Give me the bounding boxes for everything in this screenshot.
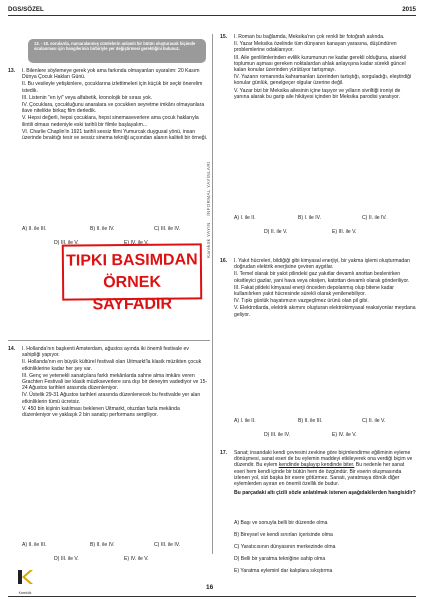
statement-item: IV. Yazarın romanında kahramanları üzerinden tartıştığı, sorguladığı, eleştirdiği konular günlük, genelgeçer olgular üzerine değil. <box>234 74 412 87</box>
answer-option-e[interactable]: E) Yaratma eyleminl dar kalıplara sıkıştırma <box>234 568 333 574</box>
publisher-logo <box>14 568 36 595</box>
statement-item: V. Elektrotlarda, elektrik akımını oluşturan elektrokimyasal reaksiyonlar meydana geliyor. <box>234 305 416 318</box>
header-section-title: DGS/SÖZEL <box>8 6 44 13</box>
vertical-publisher-label <box>206 161 211 258</box>
answer-option-c[interactable]: C) Yaratıcısının dünyasının merkezinde olma <box>234 544 336 550</box>
answer-option-e[interactable]: E) IV. ile V. <box>124 240 149 246</box>
footer-rule <box>8 596 416 597</box>
statement-item: I. Roman bu bağlamda, Meksika'nın çok renkli bir fotoğrafı aslında. <box>234 34 385 40</box>
statement-item: VI. Charlie Chaplin'in 1921 tarihli sessiz filmi Yumurcak duygusal yönü, insan üzerinde bıraktığı tesir ve sessiz sinema tekniği açısından alanın kaliteli bir örneği. <box>22 128 208 142</box>
underlined-phrase: kendinde başlayıp kendinde biter. <box>278 462 355 469</box>
stamp-line-1: TIPKI BASIMDAN <box>66 251 198 270</box>
header-year: 2015 <box>402 6 416 13</box>
question-number: 17. <box>220 450 228 456</box>
statement-item: IV. Tıpkı günlük hayatımızın vazgeçilmez ürünü olan pil gibi. <box>234 298 369 305</box>
statement-item: III. Genç ve yetenekli sanatçılara farklı mekânlarda sahne alma imkânı veren Grachten Festivali ise klasik müzikseverlere sıra dışı bir deneyim vadediyor ve 15-24 Ağustos tarihleri arasında düzenleniyor. <box>22 372 208 392</box>
answer-option-c[interactable]: C) II. ile V. <box>362 418 386 424</box>
statement-item: II. Bu vesileyle yetişkinlere, çocuklarına izlettimeleri için küçük bir seçki önerelim istedik. <box>22 81 203 94</box>
question-number: 13. <box>8 68 16 74</box>
question-number: 15. <box>220 34 228 40</box>
answer-option-e[interactable]: E) IV. ile V. <box>332 432 357 438</box>
answer-option-c[interactable]: C) III. ile IV. <box>154 542 181 548</box>
question-separator <box>8 340 210 341</box>
header-rule <box>8 15 416 16</box>
answer-option-a[interactable]: A) Başı ve sonuyla belli bir düzende olma <box>234 520 328 526</box>
answer-option-a[interactable]: A) II. ile III. <box>22 542 47 548</box>
answer-option-b[interactable]: B) II. ile III. <box>298 418 323 424</box>
answer-option-b[interactable]: B) Bireysel ve kendi sınırları içerisinde olma <box>234 532 333 538</box>
answer-option-d[interactable]: D) Belli bir yaratma tekniğine sahip olma <box>234 556 326 562</box>
answer-option-b[interactable]: B) II. ile IV. <box>90 226 115 232</box>
statement-item: III. Listenin "en iyi" veya alfabetik, kronolojik bir sırası yok. <box>22 94 153 101</box>
vertical-brand: Karekök YAYIN <box>206 222 211 258</box>
answer-option-e[interactable]: E) IV. ile V. <box>124 556 149 562</box>
stamp-line-2: ÖRNEK SAYFADIR <box>92 273 173 314</box>
question-number: 16. <box>220 258 228 264</box>
statement-item: III. Fakat pildeki kimyasal enerji önceden depolanmış olup bitene kadar kullanılırken yakıt hücresinde sürekli olarak yenilenebiliyor. <box>234 284 394 298</box>
answer-option-b[interactable]: B) I. ile IV. <box>298 215 322 221</box>
answer-option-b[interactable]: B) II. ile IV. <box>90 542 115 548</box>
answer-option-c[interactable]: C) III. ile IV. <box>154 226 181 232</box>
statement-item: V. 450 bin kişinin katılması beklenen Uitmarkt, otuzdan fazla mekânda düzenleniyor ve yaklaşık 2 bin sanatçı performans sergiliyor. <box>22 405 180 419</box>
answer-option-d[interactable]: D) III. ile IV. <box>264 432 291 438</box>
answer-option-a[interactable]: A) II. ile III. <box>22 226 47 232</box>
passage-text: Bu nedenle her sanat eseri hem kendi içinde bir bütün hem de özgündür. Bir eserin oluşmasında izlenen yol, sizi başka bir esere götürmez. Sanatı, yaratmaya dönük diğer eylemlerden ayıran en önemli özellik de budur. <box>234 462 405 488</box>
passage <box>234 450 416 487</box>
answer-option-d[interactable]: D) III. ile V. <box>54 556 79 562</box>
answer-option-a[interactable]: A) I. ile II. <box>234 215 256 221</box>
answer-option-e[interactable]: E) III. ile V. <box>332 229 357 235</box>
statement-item: III. Aile genlilimlerinden evlilik kurumunun ne kadar gerekli olduğuna, ataerkil toplumun aşması gereken noktalardan ahlak anlayışına kadar sürekli güncel kalan konular üzerinden yürütüyor tartışmayı. <box>234 54 407 74</box>
logo-text: Karekök <box>18 591 32 595</box>
statement-item: V. Yazar bizi bir Meksika ailesinin içine taşıyor ve yılların sivriltiği ironiyi de yanına alarak bu garip aile hikâyesi içinden bir Meksika parodisi yaratıyor. <box>234 87 401 100</box>
answer-option-c[interactable]: C) II. ile IV. <box>362 215 387 221</box>
question-stem: Bu parçadaki altı çizili sözle anlatılmak istenen aşağıdakilerden hangisidir? <box>234 490 416 497</box>
instruction-banner: 13. - 18. sorularda, numaralanmış cümlelerin anlamlı bir bütün oluşturacak biçimde sıralanması için hangilerinin birbiriyle yer değiştirmesi gerektiğini bulunuz. <box>28 39 206 63</box>
statement-item: I. Yakıt hücreleri, bildiğiği gibi kimyasal enerjiyi, bir yakma işlemi oluşturmadan doğrudan elektrik enerjisine çeviren aygıtlar. <box>234 258 410 271</box>
sample-page-stamp <box>62 243 202 314</box>
answer-option-d[interactable]: D) III. ile V. <box>54 240 79 246</box>
answer-option-a[interactable]: A) I. ile II. <box>234 418 256 424</box>
vertical-publisher: İNFORMAL YAYINLARI <box>206 161 211 216</box>
column-divider <box>212 34 213 554</box>
statement-item: II. Temel olarak bir yakıt pilindeki gaz yakıtlar devamlı anottan beslenirken oksitleyici gazlar, yani hava veya oksijen, katottan devamlı olarak gönderiliyor. <box>234 271 410 284</box>
answer-option-d[interactable]: D) II. ile V. <box>264 229 288 235</box>
statement-item: II. Hollanda'nın en büyük kültürel festivali olan Uitmarkt'la klasik müzikten çocuk etkinliklerine kadar her şey var. <box>22 359 202 372</box>
page-number: 16 <box>206 584 214 591</box>
statement-item: I. Hollanda'nın başkenti Amsterdam, ağustos ayında iki önemli festivale ev sahipliği yapıyor. <box>22 346 189 359</box>
question-number: 14. <box>8 346 16 352</box>
statement-item: I. Bilenlere söylemeye gerek yok ama farkında olmayanları uyaralım: 20 Kasım Dünya Çocuk Hakları Günü. <box>22 68 200 81</box>
statement-item: V. Hepsi değerli, hepsi çocuklara, hepsi sinemaseverlere ama çocuk haklarıyla ilintili olması nedeniyle eski tarihli bir filmle başlayalım... <box>22 115 199 128</box>
logo-icon <box>14 568 36 586</box>
passage-text: Sanat; insandaki kendi çevresini zevkine göre biçimlendirme eğiliminin eyleme dönüşmesi, sanat eseri de bu eylemin maddeyi etkileyerek ona verdiği biçim ve düzendir. Bu eylem <box>234 450 413 469</box>
statement-item: II. Yazar Meksika özelinde tüm dünyanın kanayan yarasına, düşündüren problemlerine odaklanıyor. <box>234 41 397 54</box>
statement-item: IV. Çocuklara, çocukluğunu anaralara ve çocukken seyretme imkânı olmayanlara ilave nitelikte birkaç film derledik. <box>22 102 205 115</box>
statement-item: IV. Üstelik 29-31 Ağustos tarihleri arasında düzenlenecek bu festivalde yer alan etkinliklerin tümü ücretsiz. <box>22 392 201 405</box>
